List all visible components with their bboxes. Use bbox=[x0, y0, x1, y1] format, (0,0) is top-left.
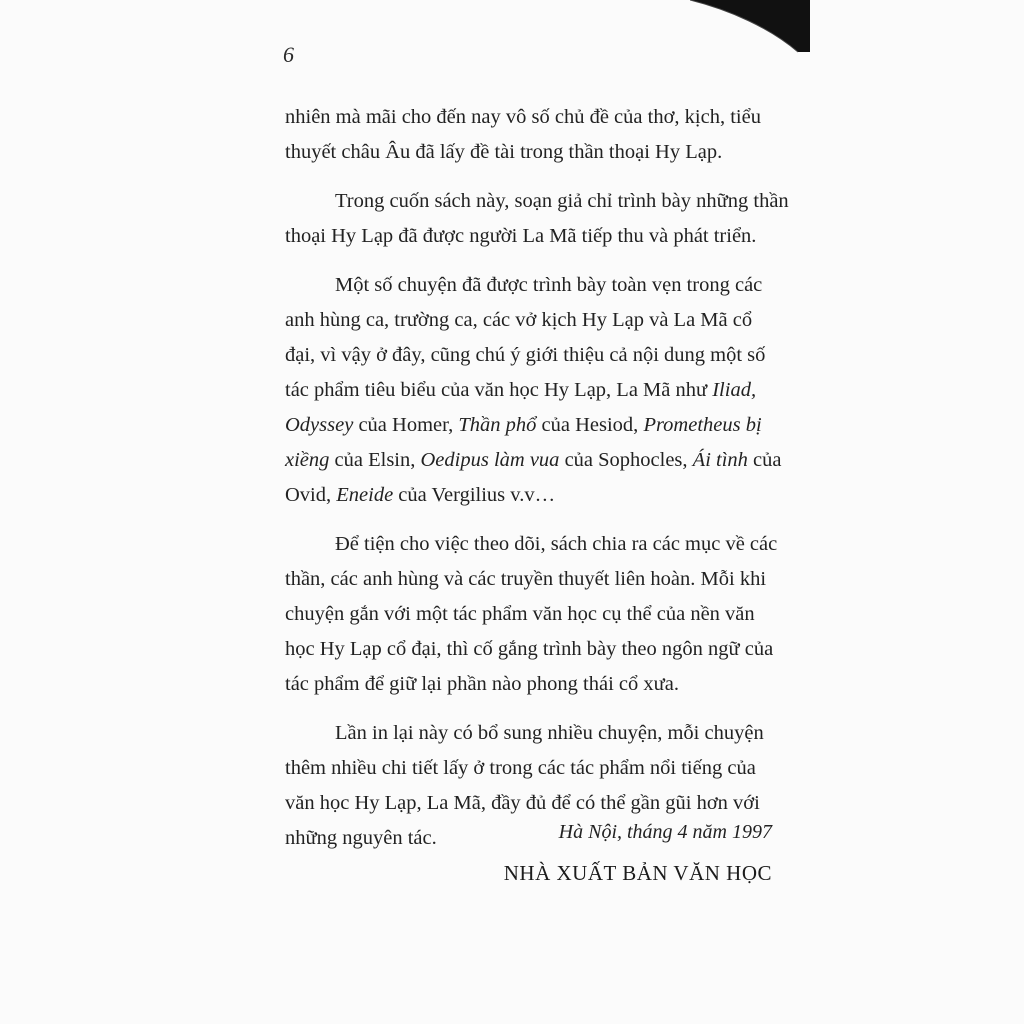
paragraph-3 bbox=[285, 268, 790, 513]
work-title-ai-tinh: Ái tình bbox=[692, 449, 748, 471]
text-segment: tác phẩm tiêu biểu của văn học Hy Lạp, La Mã như bbox=[285, 379, 708, 401]
text-line bbox=[285, 443, 790, 478]
text-line bbox=[285, 478, 790, 513]
text-line: đại, vì vậy ở đây, cũng chú ý giới thiệu cả nội dung một số bbox=[285, 344, 766, 366]
text-segment: của Homer, bbox=[353, 414, 459, 436]
work-title-odyssey: Odyssey bbox=[285, 414, 354, 436]
text-segment: của Elsin, bbox=[329, 449, 421, 471]
paragraph-2 bbox=[285, 184, 790, 254]
text-line: anh hùng ca, trường ca, các vở kịch Hy Lạp và La Mã cổ bbox=[285, 309, 753, 331]
work-title-iliad: Iliad, bbox=[712, 379, 757, 401]
body-text bbox=[285, 100, 790, 870]
signature-date: Hà Nội, tháng 4 năm 1997 bbox=[558, 821, 772, 843]
text-line: tác phẩm để giữ lại phần nào phong thái cổ xưa. bbox=[285, 673, 679, 695]
page-edge-shadow bbox=[690, 0, 810, 60]
text-line: Lần in lại này có bổ sung nhiều chuyện, mỗi chuyện bbox=[335, 722, 764, 744]
text-line: thêm nhiều chi tiết lấy ở trong các tác phẩm nổi tiếng của bbox=[285, 757, 756, 779]
signature-publisher: NHÀ XUẤT BẢN VĂN HỌC bbox=[503, 861, 772, 885]
page-number: 6 bbox=[283, 42, 294, 67]
text-line: những nguyên tác. bbox=[285, 827, 437, 849]
text-line bbox=[285, 373, 790, 408]
text-line bbox=[285, 408, 790, 443]
work-title-prometheus-cont: xiềng bbox=[285, 449, 330, 471]
work-title-than-pho: Thần phổ bbox=[458, 414, 537, 436]
text-line: Một số chuyện đã được trình bày toàn vẹn trong các bbox=[335, 274, 763, 296]
text-segment: của bbox=[747, 449, 782, 471]
text-segment: của Hesiod, bbox=[536, 414, 644, 436]
text-segment: của Vergilius v.v… bbox=[393, 484, 556, 506]
paragraph-4 bbox=[285, 527, 790, 702]
text-line: chuyện gắn với một tác phẩm văn học cụ thể của nền văn bbox=[285, 603, 755, 625]
work-title-eneide: Eneide bbox=[336, 484, 394, 506]
text-line: Để tiện cho việc theo dõi, sách chia ra các mục về các bbox=[335, 533, 778, 555]
work-title-oedipus: Oedipus làm vua bbox=[420, 449, 560, 471]
work-title-prometheus: Prometheus bị bbox=[643, 414, 762, 436]
text-line: thuyết châu Âu đã lấy đề tài trong thần thoại Hy Lạp. bbox=[285, 141, 723, 163]
text-line: thoại Hy Lạp đã được người La Mã tiếp thu và phát triển. bbox=[285, 225, 757, 247]
text-segment: của Sophocles, bbox=[559, 449, 693, 471]
text-line: nhiên mà mãi cho đến nay vô số chủ đề của thơ, kịch, tiểu bbox=[285, 106, 761, 128]
text-segment: Ovid, bbox=[285, 484, 337, 506]
text-line: văn học Hy Lạp, La Mã, đầy đủ để có thể gần gũi hơn với bbox=[285, 792, 760, 814]
signature-block bbox=[504, 815, 772, 893]
text-line: học Hy Lạp cổ đại, thì cố gắng trình bày theo ngôn ngữ của bbox=[285, 638, 774, 660]
text-line: thần, các anh hùng và các truyền thuyết liên hoàn. Mỗi khi bbox=[285, 568, 767, 590]
paragraph-1 bbox=[285, 100, 790, 170]
text-line: Trong cuốn sách này, soạn giả chỉ trình bày những thần bbox=[335, 190, 789, 212]
